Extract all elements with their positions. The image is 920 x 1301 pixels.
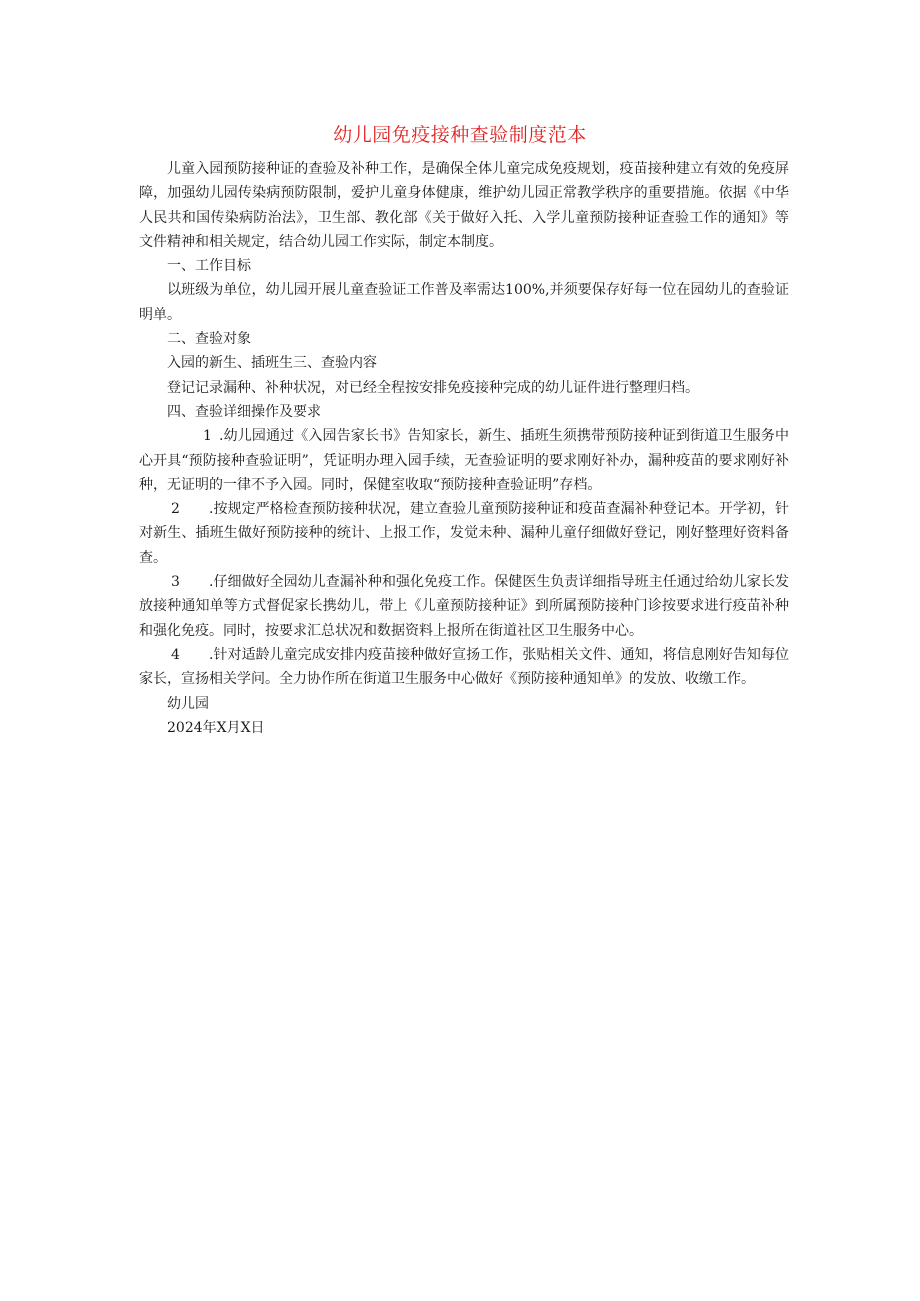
signature-organization: 幼儿园 (167, 695, 209, 712)
signature-date: 2024年X月X日 (167, 719, 265, 736)
list-item (139, 570, 789, 643)
intro-paragraph: 儿童入园预防接种证的查验及补种工作，是确保全体儿童完成免疫规划，疫苗接种建立有效的免疫屏障，加强幼儿园传染病预防限制，爱护儿童身体健康，维护幼儿园正常教学秩序的重要措施。依据《中华人民共和国传染病防治法》，卫生部、教化部《关于做好入托、入学儿童预防接种证查验工作的通知》等文件精神和相关规定，结合幼儿园工作实际，制定本制度。 (139, 161, 789, 250)
list-item-text: .幼儿园通过《入园告家长书》告知家长，新生、插班生须携带预防接种证到街道卫生服务中心开具“预防接种查验证明”，凭证明办理入园手续，无查验证明的要求刚好补办，漏种疫苗的要求刚好补种，无证明的一律不予入园。同时，保健室收取“预防接种查验证明”存档。 (139, 428, 789, 493)
list-item-number: 4 (171, 646, 180, 663)
section-heading-operations: 四、查验详细操作及要求 (167, 403, 321, 420)
list-item-number: 2 (171, 501, 180, 518)
list-item (139, 643, 789, 692)
list-item-number: 1 (203, 428, 212, 445)
section-heading-goal: 一、工作目标 (167, 258, 251, 275)
section-text-content: 登记记录漏种、补种状况，对已经全程按安排免疫接种完成的幼儿证件进行整理归档。 (167, 379, 699, 396)
section-text-goal: 以班级为单位，幼儿园开展儿童查验证工作普及率需达100%,并须要保存好每一位在园幼儿的查验证明单。 (139, 282, 789, 323)
list-item-text: .按规定严格检查预防接种状况，建立查验儿童预防接种证和疫苗查漏补种登记本。开学初，针对新生、插班生做好预防接种的统计、上报工作，发觉未种、漏种儿童仔细做好登记，刚好整理好资料备查。 (139, 501, 789, 566)
list-item-text: .仔细做好全园幼儿查漏补种和强化免疫工作。保健医生负责详细指导班主任通过给幼儿家长发放接种通知单等方式督促家长携幼儿，带上《儿童预防接种证》到所属预防接种门诊按要求进行疫苗补种和强化免疫。同时，按要求汇总状况和数据资料上报所在街道社区卫生服务中心。 (139, 574, 789, 639)
list-item (139, 424, 789, 497)
section-heading-target: 二、查验对象 (167, 331, 251, 348)
section-text-target: 入园的新生、插班生三、查验内容 (167, 355, 377, 372)
list-item-text: .针对适龄儿童完成安排内疫苗接种做好宣扬工作，张贴相关文件、通知，将信息刚好告知每位家长，宣扬相关学问。全力协作所在街道卫生服务中心做好《预防接种通知单》的发放、收缴工作。 (139, 646, 789, 688)
list-item (139, 497, 789, 570)
document-body (139, 157, 789, 740)
document-title: 幼儿园免疫接种查验制度范本 (333, 124, 587, 146)
list-item-number: 3 (171, 574, 180, 591)
